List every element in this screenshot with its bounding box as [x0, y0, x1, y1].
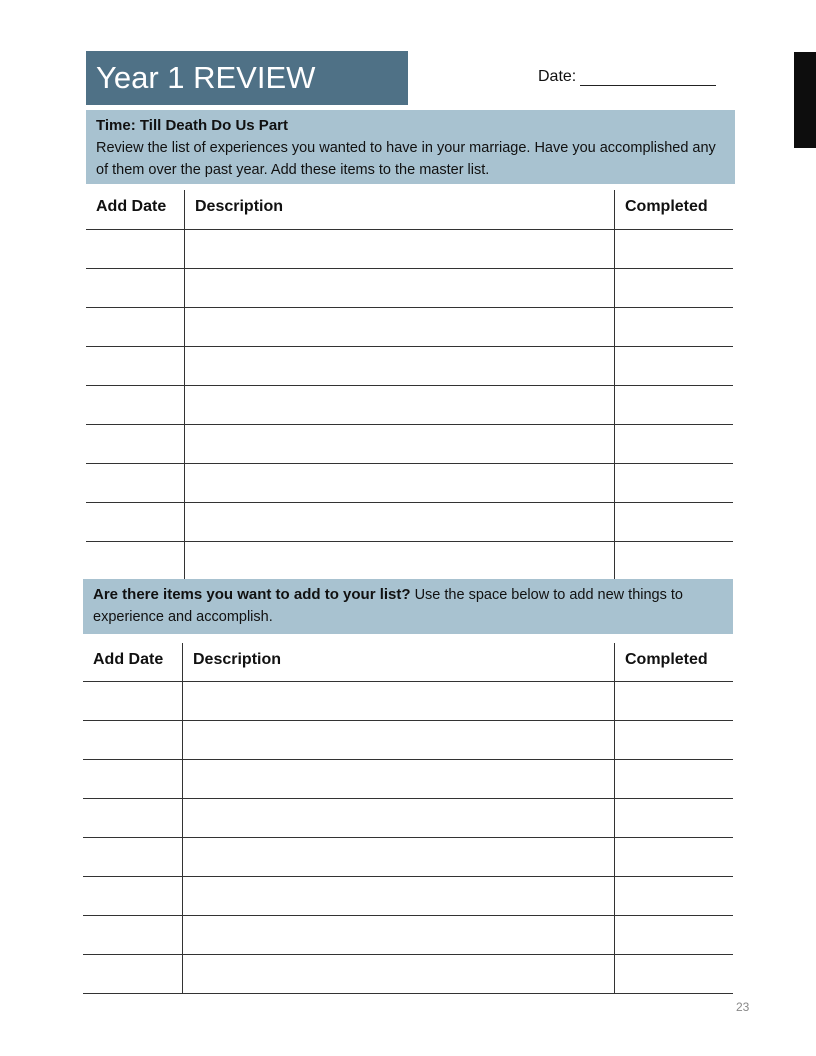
add-date-cell[interactable]	[83, 682, 183, 720]
add-date-cell[interactable]	[86, 464, 185, 502]
completed-cell[interactable]	[615, 464, 733, 502]
add-date-cell[interactable]	[83, 955, 183, 993]
page-title: Year 1 REVIEW	[86, 51, 408, 105]
table-row[interactable]	[86, 308, 733, 347]
description-cell[interactable]	[185, 386, 615, 424]
table-row[interactable]	[86, 347, 733, 386]
add-date-cell[interactable]	[83, 838, 183, 876]
completed-cell[interactable]	[615, 230, 733, 268]
completed-cell[interactable]	[615, 877, 733, 915]
add-date-cell[interactable]	[86, 386, 185, 424]
table-row[interactable]	[83, 760, 733, 799]
description-cell[interactable]	[183, 799, 615, 837]
column-header-add-date: Add Date	[83, 643, 183, 681]
column-header-completed: Completed	[625, 651, 708, 668]
table-row[interactable]	[86, 425, 733, 464]
table-row[interactable]	[83, 682, 733, 721]
description-cell[interactable]	[185, 269, 615, 307]
column-header-add-date: Add Date	[86, 190, 185, 229]
completed-cell[interactable]	[615, 721, 733, 759]
add-date-cell[interactable]	[86, 347, 185, 385]
completed-cell[interactable]	[615, 269, 733, 307]
table-row[interactable]	[83, 838, 733, 877]
add-date-cell[interactable]	[83, 721, 183, 759]
add-items-text: Use the space below to add new things to experience and accomplish.	[93, 587, 683, 625]
table-row[interactable]	[86, 542, 733, 581]
table-row[interactable]	[86, 464, 733, 503]
description-cell[interactable]	[185, 503, 615, 541]
review-table	[86, 190, 733, 581]
table-row[interactable]	[86, 386, 733, 425]
completed-cell[interactable]	[615, 425, 733, 463]
add-date-cell[interactable]	[83, 799, 183, 837]
description-cell[interactable]	[185, 230, 615, 268]
add-date-cell[interactable]	[86, 542, 185, 581]
add-date-cell[interactable]	[83, 916, 183, 954]
add-date-cell[interactable]	[86, 425, 185, 463]
instructions-box-2	[83, 579, 733, 634]
description-cell[interactable]	[185, 464, 615, 502]
date-blank-line[interactable]	[580, 68, 716, 86]
description-cell[interactable]	[185, 347, 615, 385]
instructions-box-1	[86, 110, 735, 184]
description-cell[interactable]	[185, 308, 615, 346]
instructions-title: Time: Till Death Do Us Part	[96, 117, 288, 134]
table-row[interactable]	[86, 269, 733, 308]
table-row[interactable]	[83, 955, 733, 994]
add-date-cell[interactable]	[83, 760, 183, 798]
table-row[interactable]	[83, 877, 733, 916]
add-date-cell[interactable]	[86, 503, 185, 541]
description-cell[interactable]	[185, 542, 615, 581]
page-number: 23	[736, 1000, 750, 1014]
description-cell[interactable]	[183, 877, 615, 915]
add-date-cell[interactable]	[83, 877, 183, 915]
completed-cell[interactable]	[615, 308, 733, 346]
description-cell[interactable]	[183, 955, 615, 993]
completed-cell[interactable]	[615, 838, 733, 876]
add-date-cell[interactable]	[86, 230, 185, 268]
description-cell[interactable]	[183, 838, 615, 876]
description-cell[interactable]	[183, 721, 615, 759]
table-header-row	[86, 190, 733, 230]
completed-cell[interactable]	[615, 760, 733, 798]
table-row[interactable]	[86, 230, 733, 269]
description-cell[interactable]	[183, 760, 615, 798]
date-field[interactable]	[538, 68, 716, 86]
completed-cell[interactable]	[615, 682, 733, 720]
description-cell[interactable]	[185, 425, 615, 463]
column-header-completed: Completed	[625, 198, 708, 215]
column-header-description: Description	[185, 190, 615, 229]
table-header-row	[83, 643, 733, 682]
new-items-table	[83, 643, 733, 994]
date-label: Date:	[538, 68, 577, 85]
table-row[interactable]	[83, 721, 733, 760]
description-cell[interactable]	[183, 682, 615, 720]
completed-cell[interactable]	[615, 955, 733, 993]
completed-cell[interactable]	[615, 386, 733, 424]
description-cell[interactable]	[183, 916, 615, 954]
table-row[interactable]	[86, 503, 733, 542]
add-date-cell[interactable]	[86, 308, 185, 346]
add-date-cell[interactable]	[86, 269, 185, 307]
table-row[interactable]	[83, 916, 733, 955]
table-row[interactable]	[83, 799, 733, 838]
completed-cell[interactable]	[615, 542, 733, 581]
column-header-description: Description	[183, 643, 615, 681]
section-tab-marker	[794, 52, 816, 148]
completed-cell[interactable]	[615, 799, 733, 837]
completed-cell[interactable]	[615, 347, 733, 385]
completed-cell[interactable]	[615, 916, 733, 954]
completed-cell[interactable]	[615, 503, 733, 541]
instructions-text: Review the list of experiences you wanted to have in your marriage. Have you accomplished any of them over the past year. Add these items to the master list.	[96, 140, 716, 178]
add-items-question: Are there items you want to add to your list?	[93, 586, 411, 603]
